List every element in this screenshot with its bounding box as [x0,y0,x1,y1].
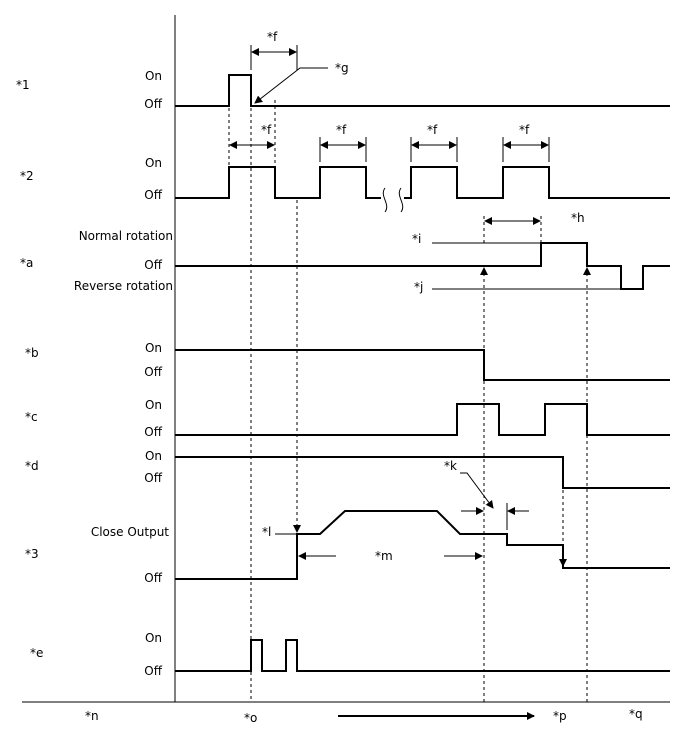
waveform-e [175,640,670,671]
state-label-a-off: Off [144,258,162,272]
state-label-d-on: On [144,449,162,463]
state-label-3-close: Close Output [90,525,169,539]
state-label-2-on: On [144,156,162,170]
state-label-2-off: Off [144,188,162,202]
state-label-e-on: On [144,631,162,645]
footer-label-o: *o [244,711,258,725]
leader-g [255,68,328,103]
callout-m: *m [375,549,393,563]
callout-f: *f [267,30,278,44]
callout-i: *i [412,232,422,246]
state-label-e-off: Off [144,664,162,678]
state-label-a-normal: Normal rotation [78,229,173,243]
callout-g: *g [335,61,349,75]
state-label-b-off: Off [144,365,162,379]
footer-label-p: *p [553,709,567,723]
callout-j: *j [414,280,424,294]
waveform-c [175,404,670,435]
callout-l: *l [262,525,272,539]
state-label-b-on: On [144,341,162,355]
state-label-c-off: Off [144,425,162,439]
footer-label-q: *q [629,707,643,721]
row-label-d: *d [25,459,39,473]
state-label-d-off: Off [144,471,162,485]
footer-label-n: *n [85,709,99,723]
row-label-1: *1 [16,78,30,92]
break-mark-1 [383,188,386,212]
row-label-3: *3 [25,547,39,561]
waveform-3 [175,511,670,579]
state-label-1-off: Off [144,97,162,111]
leader-k [460,473,493,508]
callout-f: *f [519,123,530,137]
waveform-2-part2 [404,167,670,198]
callout-h: *h [571,211,585,225]
waveform-d [175,457,670,488]
row-label-2: *2 [20,169,34,183]
callout-k: *k [444,459,457,473]
waveform-1 [175,75,670,106]
row-label-a: *a [20,256,34,270]
break-mark-2 [399,188,402,212]
callout-f: *f [261,123,272,137]
row-label-e: *e [30,646,44,660]
waveform-2-part1 [175,167,381,198]
state-label-1-on: On [144,69,162,83]
state-label-c-on: On [144,398,162,412]
state-label-a-reverse: Reverse rotation [73,279,173,293]
waveform-b [175,350,670,380]
callout-f: *f [336,123,347,137]
state-label-3-off: Off [144,571,162,585]
row-label-c: *c [25,410,38,424]
callout-f: *f [427,123,438,137]
row-label-b: *b [25,346,39,360]
